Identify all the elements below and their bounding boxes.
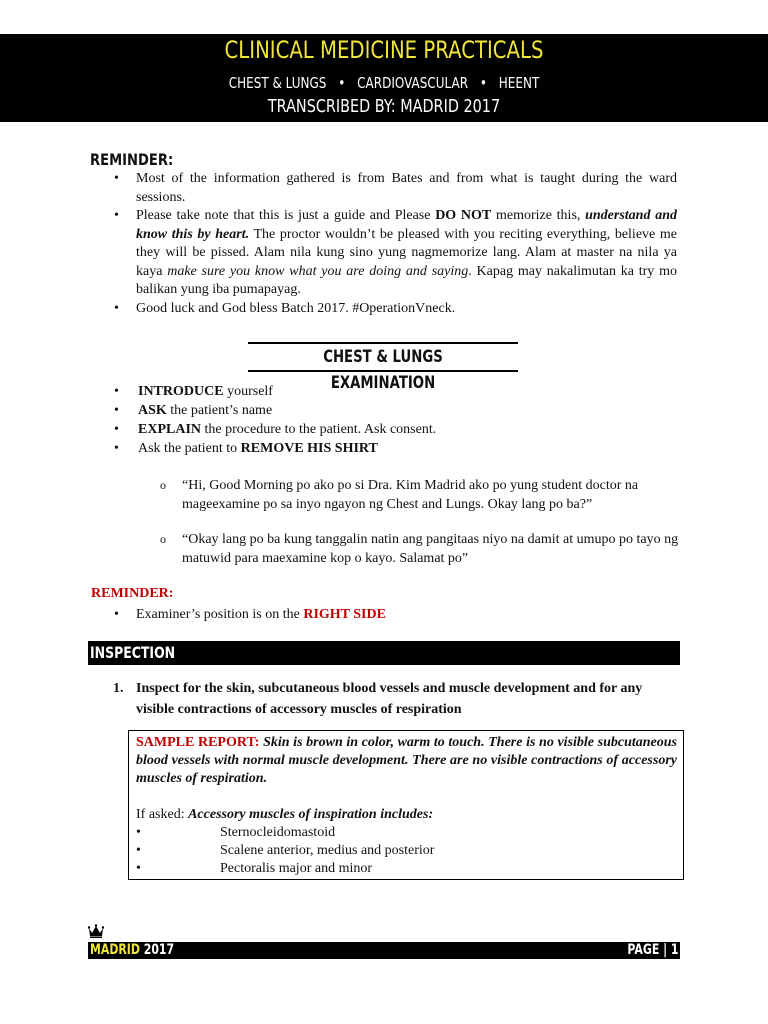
accessory-muscles-list: [136, 824, 677, 878]
muscle-name: Sternocleidomastoid: [220, 825, 336, 840]
topic-chest-lungs: CHEST & LUNGS: [228, 74, 327, 92]
footer-name: MADRID: [90, 942, 140, 958]
bullet-icon: •: [136, 843, 141, 858]
transcribed-by: TRANSCRIBED BY: MADRID 2017: [267, 96, 501, 117]
step-number: 1.: [113, 681, 124, 696]
step-text: the patient’s name: [166, 403, 273, 418]
reminder-text: Examiner’s position is on the: [136, 607, 304, 622]
quote-text: “Okay lang po ba kung tanggalin natin ang pangitaas niyo na damit at umupo po tayo ng matuwid para maexamine kop o kayo. Salamat po”: [182, 532, 679, 566]
footer-bar: [88, 942, 680, 959]
bullet-icon: •: [114, 422, 119, 437]
list-item: [114, 170, 677, 207]
circle-bullet-icon: o: [160, 478, 166, 492]
reminder-item-text: Please take note that this is just a guide and Please: [136, 208, 436, 223]
if-asked-label: If asked:: [136, 807, 189, 822]
reminder-heading: REMINDER:: [90, 150, 174, 169]
bullet-icon: •: [114, 441, 119, 456]
step-keyword: EXPLAIN: [138, 422, 202, 437]
step-text: Ask the patient to: [138, 441, 241, 456]
list-item: [114, 401, 674, 420]
list-item: [114, 439, 674, 458]
page-number: PAGE | 1: [626, 942, 678, 958]
reminder-item-text: Good luck and God bless Batch 2017. #OperationVneck.: [136, 300, 456, 316]
reminder-item-text: . Kapag may nakalimutan ka try mo balikan yung iba pumapayag.: [136, 263, 677, 297]
step-keyword: ASK: [138, 403, 167, 418]
muscle-name: Pectoralis major and minor: [220, 861, 373, 876]
bullet-icon: •: [114, 208, 119, 223]
document-title: CLINICAL MEDICINE PRACTICALS: [224, 36, 544, 64]
list-item: [114, 605, 674, 624]
step-keyword: INTRODUCE: [138, 384, 224, 399]
sample-report-label: SAMPLE REPORT:: [136, 735, 260, 750]
bullet-icon: •: [114, 384, 119, 399]
bullet-icon: •: [136, 861, 141, 876]
sample-report-text: Skin is brown in color, warm to touch. There is no visible subcutaneous blood vessels with normal muscle development. There are no visible contractions of accessory muscles of respiration.: [136, 735, 678, 786]
list-item: [114, 382, 674, 401]
list-item: [114, 420, 674, 439]
right-side-highlight: RIGHT SIDE: [303, 607, 386, 622]
inspection-step: [113, 678, 678, 720]
section-title: [248, 342, 518, 393]
step-keyword: REMOVE HIS SHIRT: [240, 441, 378, 456]
footer-signature: [90, 942, 174, 959]
bullet-icon: •: [136, 825, 141, 840]
list-item: [136, 860, 677, 878]
crown-icon: [88, 924, 104, 938]
reminder-item-text: The proctor wouldn’t be pleased with you reciting everything, believe me they will be pissed. Alam nila kung sino yung nagmemorize lang. Alam at master na nila ya kaya: [136, 226, 677, 279]
step-text: the procedure to the patient. Ask consent.: [201, 422, 437, 437]
footer-year: 2017: [139, 942, 175, 958]
topic-separator: •: [479, 74, 487, 92]
list-item: [114, 207, 677, 300]
understand-emphasis: understand and know this by heart.: [136, 208, 677, 242]
sample-report-box: [128, 730, 684, 880]
topic-list: [77, 74, 691, 92]
section-title-text: CHEST & LUNGS EXAMINATION: [323, 347, 443, 393]
intro-steps-list: [114, 382, 674, 458]
inspection-heading: INSPECTION: [90, 643, 176, 662]
header-banner: [0, 34, 768, 122]
if-asked-text: Accessory muscles of inspiration includes:: [188, 807, 434, 822]
list-item: [114, 300, 677, 319]
bullet-icon: •: [114, 300, 119, 316]
list-item: [160, 530, 680, 568]
topic-cardiovascular: CARDIOVASCULAR: [357, 74, 469, 92]
do-not-emphasis: DO NOT: [435, 208, 492, 223]
step-text: yourself: [223, 384, 273, 399]
reminder-item-text: memorize this,: [491, 208, 586, 223]
list-item: [160, 476, 680, 514]
step-text: Inspect for the skin, subcutaneous blood vessels and muscle development and for any visible contractions of accessory muscles of respiration: [136, 681, 643, 717]
list-item: [136, 842, 677, 860]
bullet-icon: •: [114, 607, 119, 622]
reminder-item-text: Most of the information gathered is from Bates and from what is taught during the ward sessions.: [136, 171, 677, 205]
circle-bullet-icon: o: [160, 532, 166, 546]
reminder-list-2: [114, 605, 674, 624]
if-asked-line: [136, 806, 677, 824]
topic-separator: •: [338, 74, 346, 92]
topic-heent: HEENT: [498, 74, 540, 92]
bullet-icon: •: [114, 403, 119, 418]
script-quotes-list: [160, 476, 680, 584]
inspection-heading-bar: [88, 641, 680, 665]
make-sure-emphasis: make sure you know what you are doing and saying: [167, 263, 469, 279]
reminder-heading-2: REMINDER:: [91, 586, 174, 601]
bullet-icon: •: [114, 171, 119, 186]
list-item: [136, 824, 677, 842]
sample-report: [136, 734, 677, 788]
quote-text: “Hi, Good Morning po ako po si Dra. Kim Madrid ako po yung student doctor na mageexamine po sa inyo ngayon ng Chest and Lungs. Okay lang po ba?”: [182, 478, 639, 512]
reminder-list: [114, 170, 677, 318]
muscle-name: Scalene anterior, medius and posterior: [220, 843, 435, 858]
